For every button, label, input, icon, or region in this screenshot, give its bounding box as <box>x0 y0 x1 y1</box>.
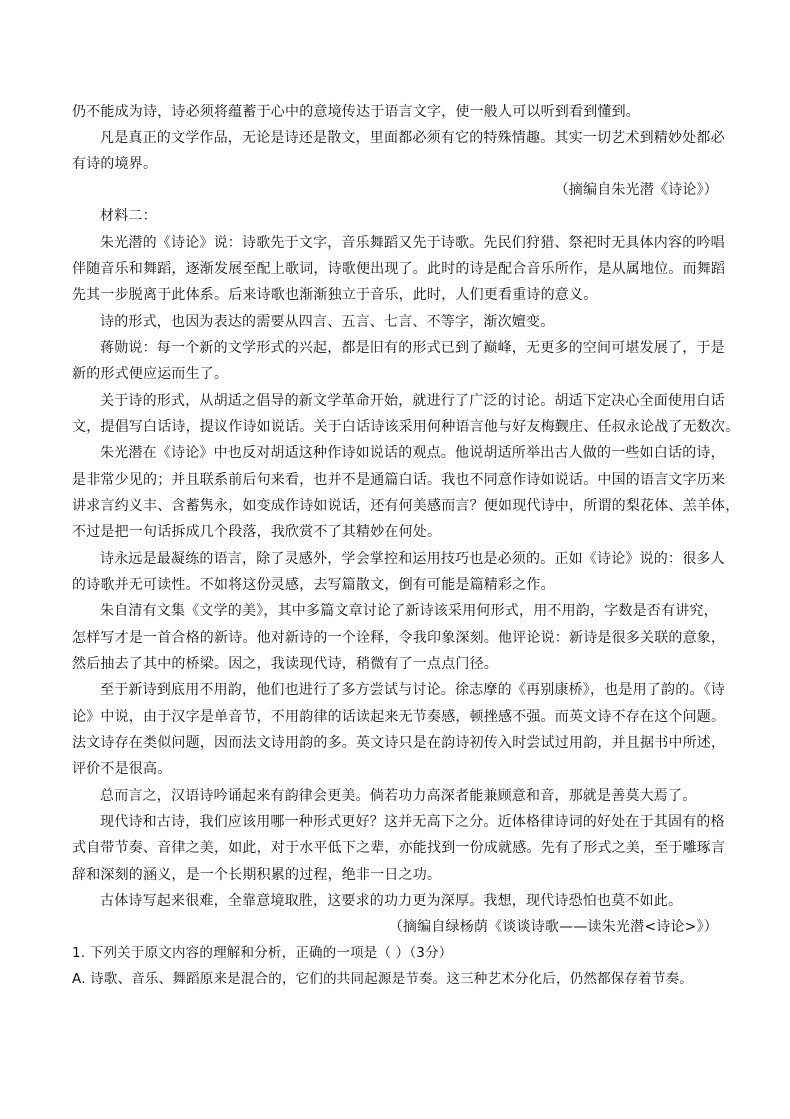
passage-line: 诗永远是最凝练的语言，除了灵感外，学会掌控和运用技巧也是必须的。正如《诗论》说的：很多人 <box>100 551 725 567</box>
passage-line: 是非常少见的；并且联系前后句来看，也并不是通篇白话。我也不同意作诗如说话。中国的语言文字历来 <box>72 472 726 488</box>
passage-line: 不过是把一句话拆成几个段落，我欣赏不了其精妙在何处。 <box>72 524 442 540</box>
passage-line: 辞和深刻的涵义，是一个长期积累的过程，绝非一日之功。 <box>72 867 442 883</box>
passage-line: 的诗歌并无可读性。不如将这份灵感，去写篇散文，倒有可能是篇精彩之作。 <box>72 577 555 593</box>
section-heading: 材料二： <box>100 208 157 224</box>
passage-line: 法文诗存在类似问题，因而法文诗用韵的多。英文诗只是在韵诗初传入时尝试过用韵，并且据书中所述， <box>72 735 726 751</box>
passage-line: 现代诗和古诗，我们应该用哪一种形式更好？这并无高下之分。近体格律诗词的好处在于其固有的格 <box>100 814 725 830</box>
passage-line: 朱自清有文集《文学的美》，其中多篇文章讨论了新诗该采用何形式，用不用韵，字数是否有讲究， <box>100 603 718 619</box>
passage-line: 然后抽去了其中的桥梁。因之，我读现代诗，稍微有了一点点门径。 <box>72 656 498 672</box>
passage-line: 古体诗写起来很难，全靠意境取胜，这要求的功力更为深厚。我想，现代诗恐怕也莫不如此。 <box>100 893 683 909</box>
passage-line: 论》中说，由于汉字是单音节，不用韵律的话读起来无节奏感，顿挫感不强。而英文诗不存在这个问题。 <box>72 709 726 725</box>
passage-line: 有诗的境界。 <box>72 156 158 172</box>
passage-line: 朱光潜的《诗论》说：诗歌先于文字，音乐舞蹈又先于诗歌。先民们狩猎、祭祀时无具体内容的吟唱 <box>100 235 725 251</box>
passage-line: 评价不是很高。 <box>72 761 172 777</box>
passage-line: 诗的形式，也因为表达的需要从四言、五言、七言、不等字，渐次嬗变。 <box>100 314 555 330</box>
passage-line: 朱光潜在《诗论》中也反对胡适这种作诗如说话的观点。他说胡适所举出古人做的一些如白话的诗， <box>100 445 725 461</box>
passage-line: 仍不能成为诗，诗必须将蕴蓄于心中的意境传达于语言文字，使一般人可以听到看到懂到。 <box>72 104 640 120</box>
passage-line: 式自带节奏、音律之美，如此，对于水平低下之辈，亦能找到一份成就感。先有了形式之美，至于雕琢言 <box>72 840 726 856</box>
source-citation: （摘编自绿杨荫《谈谈诗歌——读朱光潜<诗论>》） <box>388 919 718 935</box>
answer-option-a: A. 诗歌、音乐、舞蹈原来是混合的，它们的共同起源是节奏。这三种艺术分化后，仍然都保存着节奏。 <box>72 971 693 987</box>
passage-line: 伴随音乐和舞蹈，逐渐发展至配上歌词，诗歌便出现了。此时的诗是配合音乐所作，是从属地位。而舞蹈 <box>72 261 726 277</box>
passage-line: 新的形式便应运而生了。 <box>72 366 229 382</box>
passage-line: 讲求言约义丰、含蓄隽永，如变成作诗如说话，还有何美感而言？便如现代诗中，所谓的梨花体、羔羊体， <box>72 498 740 514</box>
passage-line: 至于新诗到底用不用韵，他们也进行了多方尝试与讨论。徐志摩的《再别康桥》，也是用了韵的。《诗 <box>100 682 725 698</box>
passage-line: 总而言之，汉语诗吟诵起来有韵律会更美。倘若功力高深者能兼顾意和音，那就是善莫大焉了。 <box>100 788 697 804</box>
passage-line: 关于诗的形式，从胡适之倡导的新文学革命开始，就进行了广泛的讨论。胡适下定决心全面使用白话 <box>100 393 725 409</box>
passage-line: 先其一步脱离于此体系。后来诗歌也渐渐独立于音乐，此时，人们更看重诗的意义。 <box>72 287 598 303</box>
question-stem: 1. 下列关于原文内容的理解和分析，正确的一项是（ ）（3分） <box>72 945 453 961</box>
passage-line: 蒋勋说：每一个新的文学形式的兴起，都是旧有的形式已到了巅峰，无更多的空间可堪发展了，于是 <box>100 340 725 356</box>
source-citation: （摘编自朱光潜《诗论》） <box>554 182 718 198</box>
passage-line: 文，提倡写白话诗，提议作诗如说话。关于白话诗该采用何种语言他与好友梅觐庄、任叔永论战了无数次。 <box>72 419 740 435</box>
passage-line: 凡是真正的文学作品，无论是诗还是散文，里面都必须有它的特殊情趣。其实一切艺术到精妙处都必 <box>100 130 725 146</box>
passage-line: 怎样写才是一首合格的新诗。他对新诗的一个诠释，令我印象深刻。他评论说：新诗是很多关联的意象， <box>72 630 726 646</box>
